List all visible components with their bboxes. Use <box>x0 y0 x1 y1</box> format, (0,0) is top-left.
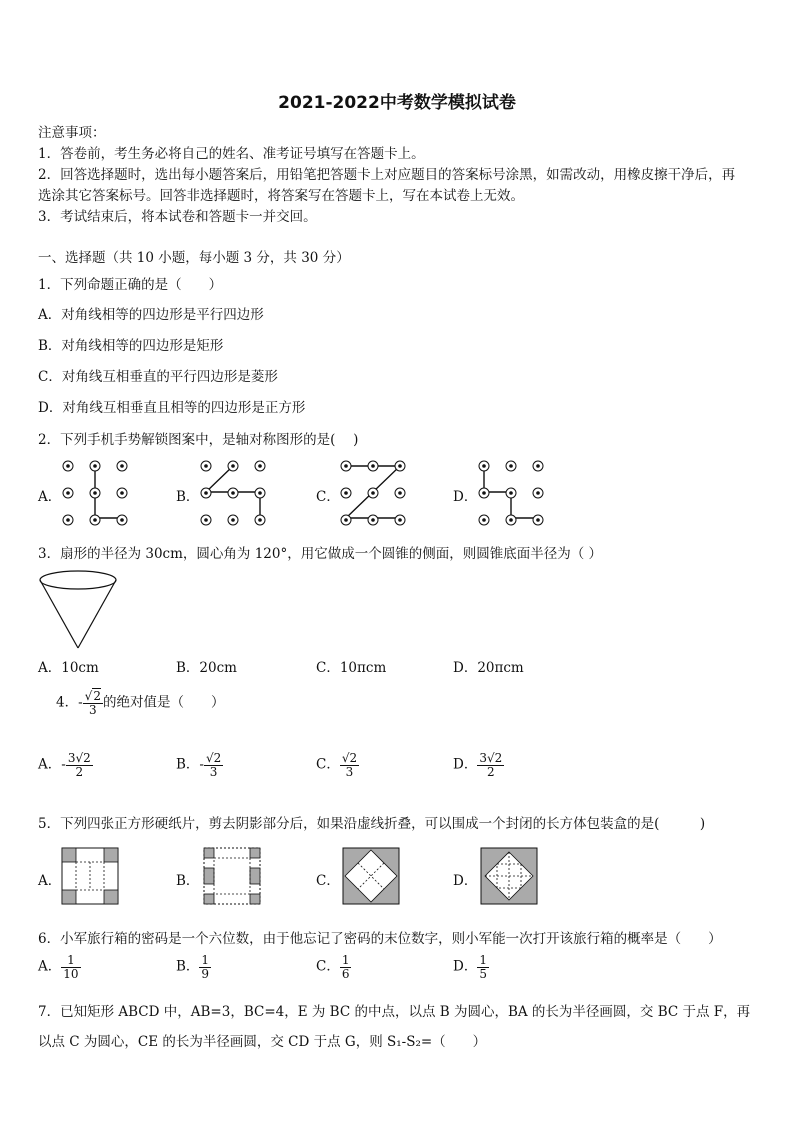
q3-option-b: B．20cm <box>176 660 237 676</box>
unlock-dot-center <box>536 464 540 468</box>
unlock-dot-center <box>482 518 486 522</box>
q6-option-d: D． $\frac{1}{5}$ <box>453 953 487 981</box>
unlock-dot-center <box>120 518 124 522</box>
notice-item-1: 1．答卷前，考生务必将自己的姓名、准考证号填写在答题卡上。 <box>38 146 425 162</box>
q5-figure-d <box>481 848 539 906</box>
unlock-dot-center <box>258 491 262 495</box>
q2-label-b: B． <box>176 489 200 505</box>
q2-pattern-c <box>338 458 408 528</box>
q5-figure-c <box>343 848 401 906</box>
q4-option-a: A．- $\frac{3√2}{2}$ <box>38 751 91 779</box>
unlock-dot-center <box>93 518 97 522</box>
q3-option-c: C．10πcm <box>316 660 387 676</box>
unlock-dot-center <box>204 491 208 495</box>
unlock-dot-center <box>204 518 208 522</box>
q5-stem: 5．下列四张正方形硬纸片，剪去阴影部分后，如果沿虚线折叠，可以围成一个封闭的长方体包装盒的是( ) <box>38 816 706 832</box>
unlock-dot-center <box>509 464 513 468</box>
unlock-dot-center <box>482 464 486 468</box>
unlock-dot-center <box>371 464 375 468</box>
unlock-dot-center <box>509 491 513 495</box>
q4-stem: 4．- $\frac{√2}{3}$ 的绝对值是（ ） <box>56 689 225 717</box>
q1-option-a: A．对角线相等的四边形是平行四边形 <box>38 307 264 323</box>
unlock-dot-center <box>482 491 486 495</box>
notice-item-2: 2．回答选择题时，选出每小题答案后，用铅笔把答题卡上对应题目的答案标号涂黑，如需改动，用橡皮擦干净后，再 <box>38 167 736 183</box>
section-heading: 一、选择题（共 10 小题，每小题 3 分，共 30 分） <box>38 250 350 266</box>
q5-label-d: D． <box>453 873 478 889</box>
q3-stem: 3．扇形的半径为 30cm，圆心角为 120°，用它做成一个圆锥的侧面，则圆锥底面半径为（ ） <box>38 546 603 562</box>
q2-stem: 2．下列手机手势解锁图案中，是轴对称图形的是( ) <box>38 432 359 448</box>
q2-label-d: D． <box>453 489 478 505</box>
unlock-dot-center <box>344 464 348 468</box>
unlock-dot-center <box>120 464 124 468</box>
q5-label-a: A． <box>38 873 62 889</box>
q1-option-d: D．对角线互相垂直且相等的四边形是正方形 <box>38 400 306 416</box>
q4-option-d: D． $\frac{3√2}{2}$ <box>453 751 503 779</box>
q2-pattern-b <box>198 458 268 528</box>
q6-option-a: A． $\frac{1}{10}$ <box>38 953 79 981</box>
unlock-dot-center <box>231 491 235 495</box>
notice-item-3: 3．考试结束后，将本试卷和答题卡一并交回。 <box>38 209 317 225</box>
q4-fraction: $\frac{√2}{3}$ <box>84 689 101 717</box>
q6-option-b: B． $\frac{1}{9}$ <box>176 953 210 981</box>
unlock-dot-center <box>258 464 262 468</box>
notice-item-2-cont: 选涂其它答案标号。回答非选择题时，将答案写在答题卡上，写在本试卷上无效。 <box>38 188 524 204</box>
unlock-dot-center <box>93 464 97 468</box>
q7-line-2: 以点 C 为圆心，CE 的长为半径画圆，交 CD 于点 G，则 S₁-S₂=（ ） <box>38 1034 487 1050</box>
unlock-dot-center <box>258 518 262 522</box>
q1-stem: 1．下列命题正确的是（ ） <box>38 277 223 293</box>
unlock-dot-center <box>398 464 402 468</box>
unlock-dot-center <box>536 518 540 522</box>
q5-label-b: B． <box>176 873 200 889</box>
q2-pattern-d <box>476 458 546 528</box>
unlock-dot-center <box>371 491 375 495</box>
q2-pattern-a <box>60 458 130 528</box>
unlock-dot-center <box>120 491 124 495</box>
q5-figure-a <box>62 848 120 906</box>
q1-option-b: B．对角线相等的四边形是矩形 <box>38 338 224 354</box>
unlock-dot-center <box>344 491 348 495</box>
q5-label-c: C． <box>316 873 340 889</box>
q3-option-d: D．20πcm <box>453 660 524 676</box>
unlock-dot-center <box>231 518 235 522</box>
unlock-dot-center <box>371 518 375 522</box>
page-title: 2021-2022中考数学模拟试卷 <box>278 93 516 113</box>
unlock-dot-center <box>66 491 70 495</box>
unlock-dot-center <box>204 464 208 468</box>
cone-figure <box>38 568 118 650</box>
q7-line-1: 7．已知矩形 ABCD 中，AB=3，BC=4，E 为 BC 的中点，以点 B 为圆心，BA 的长为半径画圆，交 BC 于点 F，再 <box>38 1004 751 1020</box>
unlock-dot-center <box>66 464 70 468</box>
unlock-dot-center <box>536 491 540 495</box>
unlock-dot-center <box>66 518 70 522</box>
unlock-dot-center <box>398 518 402 522</box>
q2-label-c: C． <box>316 489 340 505</box>
q2-label-a: A． <box>38 489 62 505</box>
q3-option-a: A．10cm <box>38 660 99 676</box>
unlock-dot-center <box>231 464 235 468</box>
unlock-dot-center <box>93 491 97 495</box>
q1-option-c: C．对角线互相垂直的平行四边形是菱形 <box>38 369 278 385</box>
unlock-dot-center <box>398 491 402 495</box>
q5-figure-b <box>204 848 262 906</box>
notice-heading: 注意事项： <box>38 125 106 141</box>
q4-option-b: B．- $\frac{√2}{3}$ <box>176 751 222 779</box>
q4-option-c: C． $\frac{√2}{3}$ <box>316 751 358 779</box>
q6-stem: 6．小军旅行箱的密码是一个六位数，由于他忘记了密码的末位数字，则小军能一次打开该旅行箱的概率是（ ） <box>38 931 722 947</box>
unlock-dot-center <box>344 518 348 522</box>
unlock-dot-center <box>509 518 513 522</box>
q6-option-c: C． $\frac{1}{6}$ <box>316 953 350 981</box>
